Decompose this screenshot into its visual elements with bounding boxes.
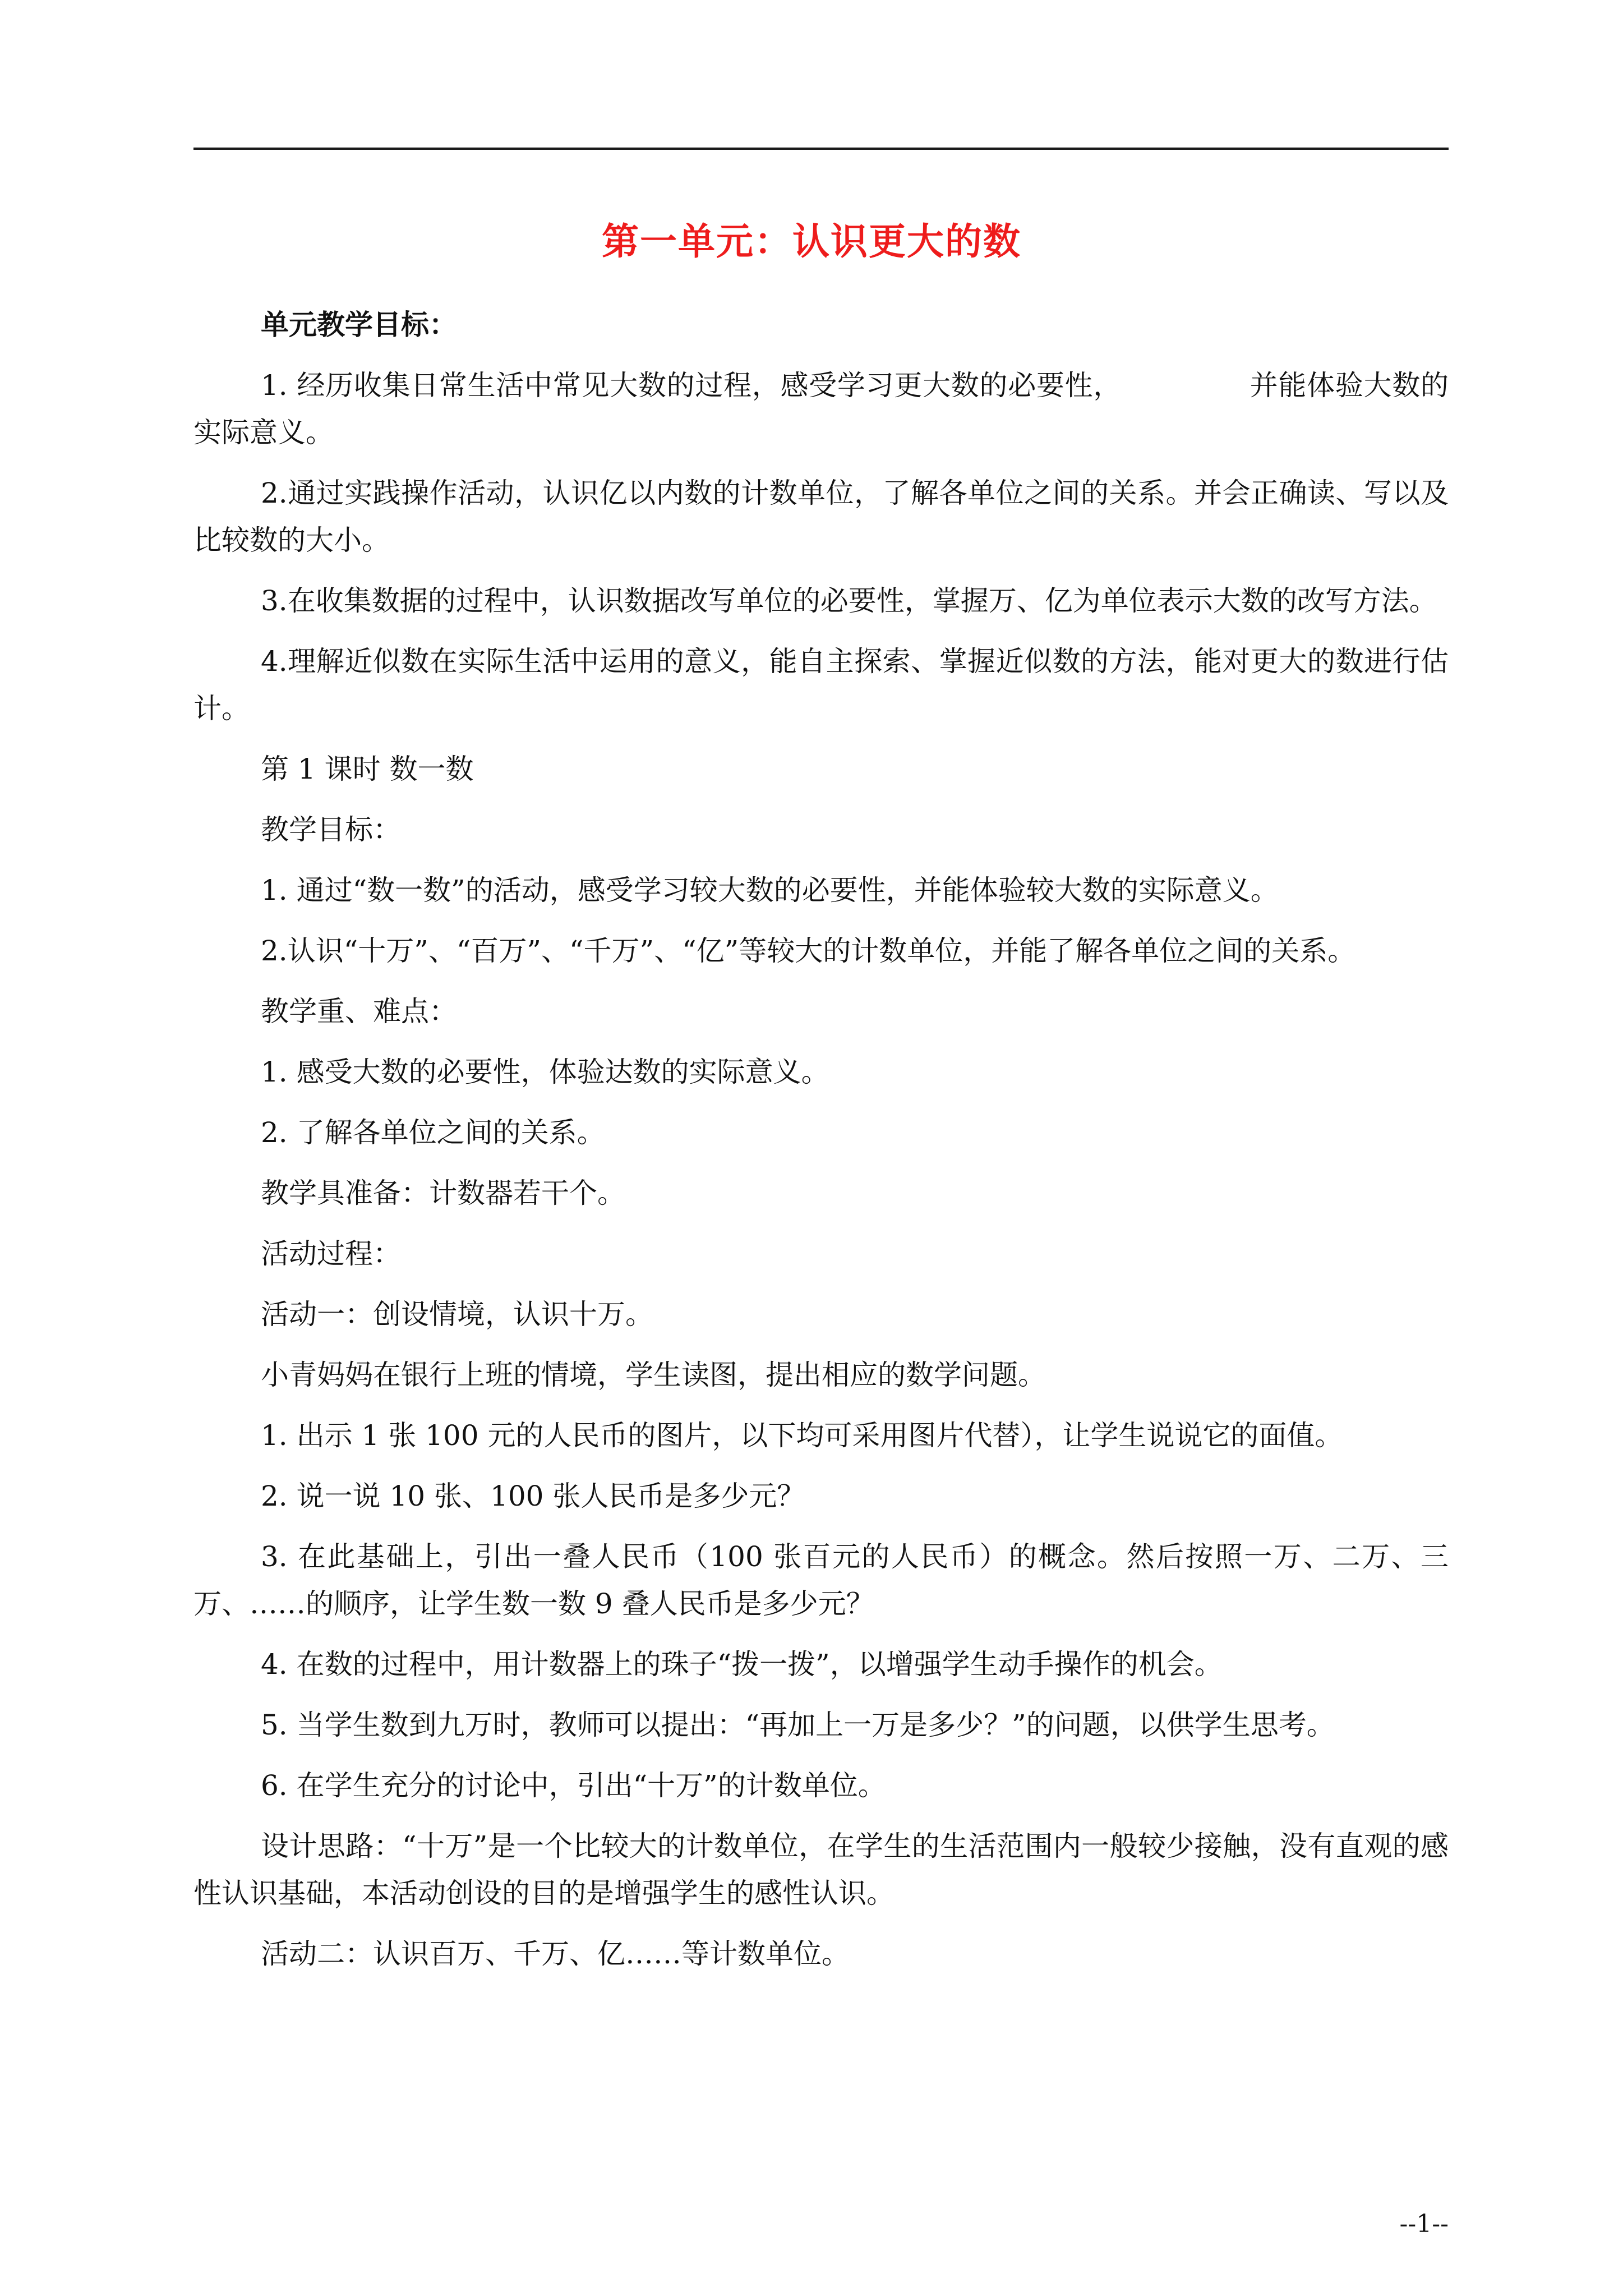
paragraph: 1. 出示 1 张 100 元的人民币的图片，以下均可采用图片代替），让学生说说它的面值。 [261,1419,1343,1452]
unit-title: 第一单元：认识更大的数 [602,219,1021,263]
paragraph: 设计思路：“十万”是一个比较大的计数单位，在学生的生活范围内一般较少接触，没有直观的感性认识基础，本活动创设的目的是增强学生的感性认识。 [193,1830,1449,1910]
paragraph: 教学具准备：计数器若干个。 [261,1177,625,1209]
paragraph: 1. 感受大数的必要性，体验达数的实际意义。 [261,1056,829,1088]
paragraph: 2.认识“十万”、“百万”、“千万”、“亿”等较大的计数单位，并能了解各单位之间的关系。 [261,935,1356,967]
paragraph: 3. 在此基础上，引出一叠人民币（100 张百元的人民币）的概念。然后按照一万、二万、三万、……的顺序，让学生数一数 9 叠人民币是多少元？ [193,1540,1449,1620]
paragraph: 第 1 课时 数一数 [261,753,474,785]
paragraph: 6. 在学生充分的讨论中，引出“十万”的计数单位。 [261,1769,886,1802]
paragraph: 5. 当学生数到九万时，教师可以提出：“再加上一万是多少？”的问题，以供学生思考。 [261,1709,1335,1741]
paragraph: 活动二：认识百万、千万、亿……等计数单位。 [261,1938,850,1970]
header-rule [193,148,1449,150]
paragraph: 2. 了解各单位之间的关系。 [261,1116,605,1149]
paragraph: 活动一：创设情境，认识十万。 [261,1298,653,1331]
paragraph: 2. 说一说 10 张、100 张人民币是多少元？ [261,1480,805,1512]
paragraph: 单元教学目标： [261,308,457,341]
paragraph: 3.在收集数据的过程中，认识数据改写单位的必要性，掌握万、亿为单位表示大数的改写方法。 [261,585,1437,617]
paragraph: 教学重、难点： [261,995,457,1028]
paragraph: 小青妈妈在银行上班的情境，学生读图，提出相应的数学问题。 [261,1359,1046,1391]
paragraph: 2.通过实践操作活动，认识亿以内数的计数单位，了解各单位之间的关系。并会正确读、写以及比较数的大小。 [193,477,1449,556]
page-number: --1-- [1399,2210,1449,2238]
paragraph: 4.理解近似数在实际生活中运用的意义，能自主探索、掌握近似数的方法，能对更大的数进行估计。 [193,645,1449,725]
paragraph: 4. 在数的过程中，用计数器上的珠子“拨一拨”，以增强学生动手操作的机会。 [261,1648,1223,1681]
paragraph: 活动过程： [261,1237,401,1270]
paragraph: 1. 通过“数一数”的活动，感受学习较大数的必要性，并能体验较大数的实际意义。 [261,874,1279,907]
paragraph: 教学目标： [261,813,401,846]
paragraph: 1. 经历收集日常生活中常见大数的过程，感受学习更大数的必要性， 并能体验大数的实际意义。 [193,369,1449,449]
document-body [193,301,1449,1977]
